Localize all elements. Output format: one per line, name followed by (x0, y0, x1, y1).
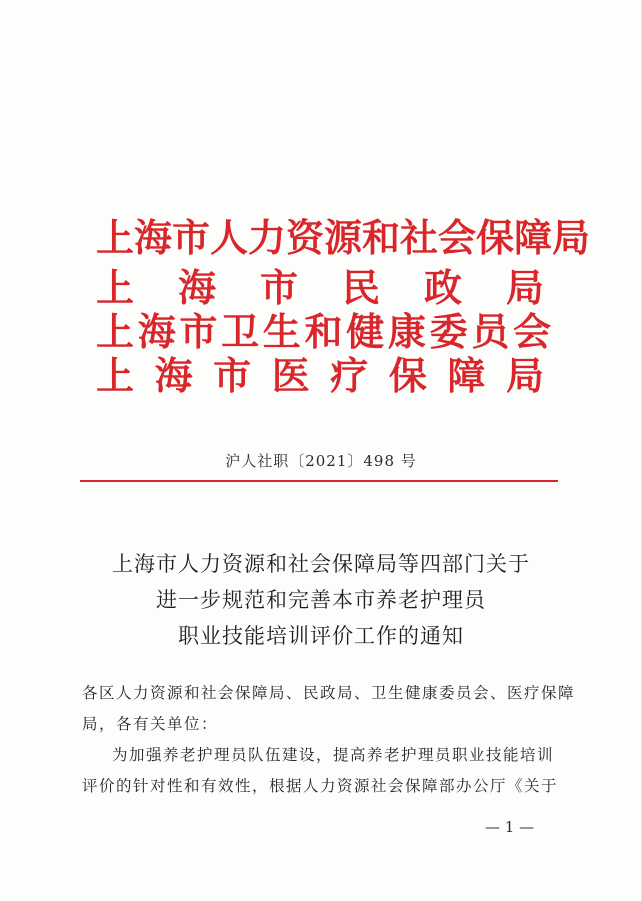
issuer-medical-security-char: 保 (388, 353, 427, 398)
page-number: — 1 — (485, 818, 535, 836)
red-separator-rule (80, 480, 558, 482)
issuer-medical-security-char: 上 (96, 353, 135, 398)
issuer-civil-affairs-char: 市 (259, 265, 298, 310)
title-line-1: 上海市人力资源和社会保障局等四部门关于 (112, 552, 530, 576)
document-number: 沪人社职〔2021〕498 号 (225, 452, 417, 470)
addressee-line-1: 各区人力资源和社会保障局、民政局、卫生健康委员会、医疗保障 (82, 684, 576, 702)
issuer-medical-security-char: 医 (271, 353, 310, 398)
paragraph-1-line-1: 为加强养老护理员队伍建设，提高养老护理员职业技能培训 (112, 746, 555, 764)
issuer-civil-affairs-char: 民 (341, 265, 380, 310)
issuer-civil-affairs-char: 海 (177, 265, 216, 310)
issuer-medical-security-char: 障 (447, 353, 486, 398)
title-line-3: 职业技能培训评价工作的通知 (178, 624, 464, 648)
issuer-medical-security-char: 海 (154, 353, 193, 398)
issuer-civil-affairs-char: 局 (505, 265, 544, 310)
issuer-health-commission (96, 309, 555, 354)
addressee-line-2: 局，各有关单位： (82, 715, 219, 733)
title-line-2: 进一步规范和完善本市养老护理员 (156, 588, 486, 612)
issuer-medical-security-char: 疗 (330, 353, 369, 398)
paragraph-1-line-2: 评价的针对性和有效性，根据人力资源社会保障部办公厅《关于 (82, 777, 559, 795)
issuer-civil-affairs-char: 政 (423, 265, 462, 310)
issuer-health-commission-text: 上海市卫生和健康委员会 (96, 309, 555, 354)
issuer-medical-security-char: 市 (213, 353, 252, 398)
issuer-civil-affairs (96, 266, 544, 310)
issuer-medical-security (96, 354, 544, 398)
issuer-hrss: 上海市人力资源和社会保障局 (96, 215, 591, 260)
issuer-civil-affairs-char: 上 (96, 265, 135, 310)
issuer-medical-security-char: 局 (505, 353, 544, 398)
